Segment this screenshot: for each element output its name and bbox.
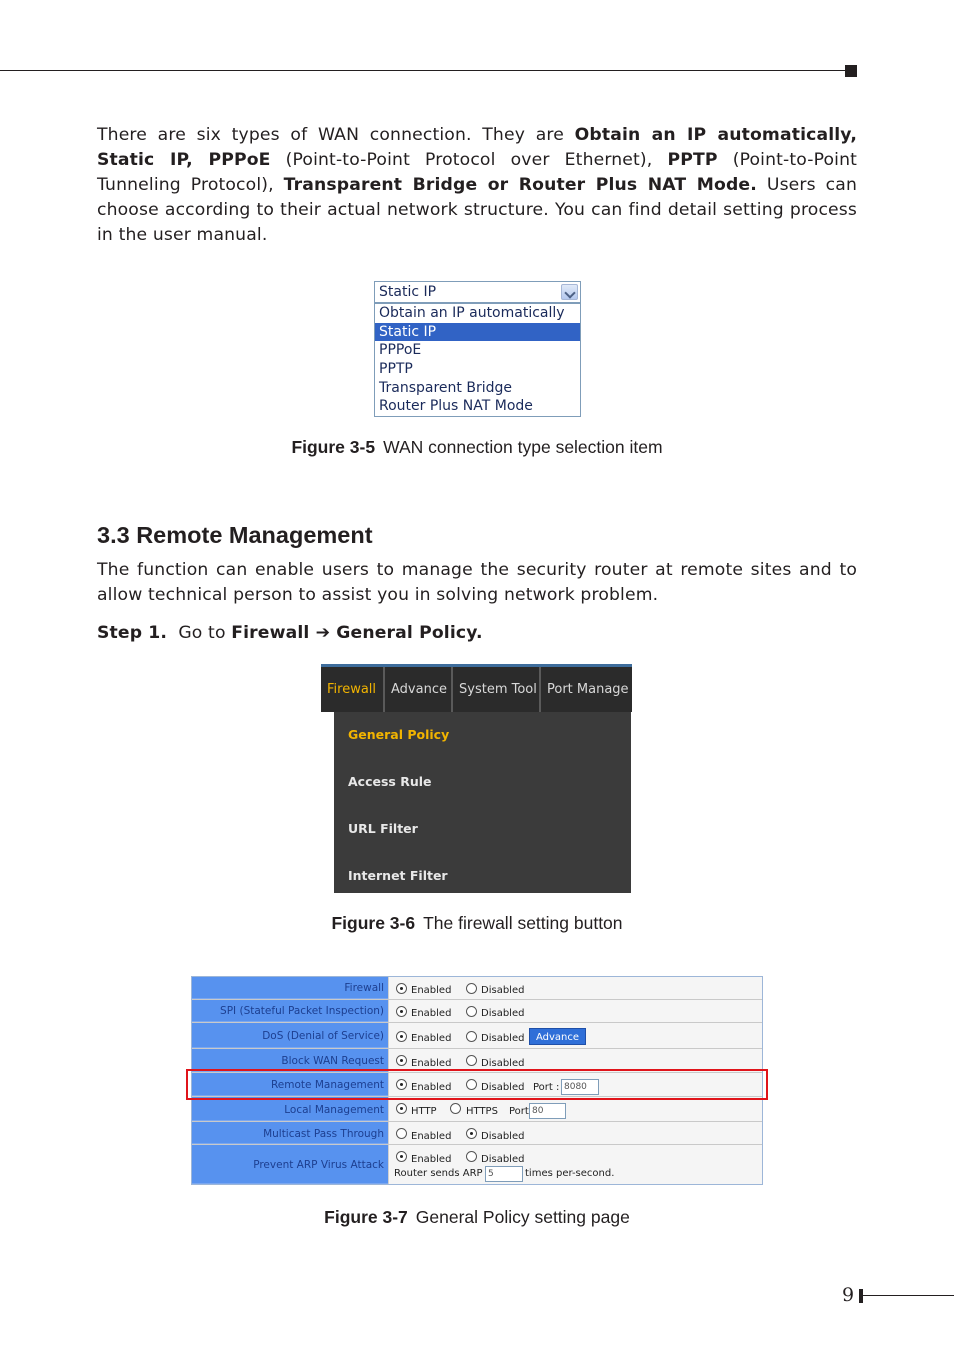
option-pppoe[interactable]: PPPoE <box>379 342 422 359</box>
multicast-enabled-label: Enabled <box>411 1131 452 1142</box>
row-local-management <box>192 1097 762 1122</box>
multicast-enabled-radio[interactable] <box>396 1128 407 1139</box>
header-rule <box>0 70 846 71</box>
dos-disabled-radio[interactable] <box>466 1031 477 1042</box>
label-remote-management: Remote Management <box>192 1073 388 1096</box>
figure-3-7-caption: Figure 3-7 General Policy setting page <box>324 1207 630 1227</box>
wan-type-select[interactable] <box>374 281 581 303</box>
row-arp <box>192 1145 762 1184</box>
block-wan-enabled-radio[interactable] <box>396 1055 407 1066</box>
remote-management-highlight <box>186 1069 768 1100</box>
spi-enabled-label: Enabled <box>411 1008 452 1019</box>
chevron-down-icon[interactable] <box>561 284 578 300</box>
label-block-wan: Block WAN Request <box>192 1049 388 1072</box>
option-pptp[interactable]: PPTP <box>379 361 413 378</box>
local-http-label: HTTP <box>411 1106 437 1117</box>
tab-port-manage[interactable]: Port Manage <box>547 682 629 697</box>
menu-access-rule[interactable]: Access Rule <box>348 774 432 789</box>
arp-rate-input[interactable]: 5 <box>485 1166 523 1182</box>
firewall-disabled-label: Disabled <box>481 985 525 996</box>
local-port-label: Port <box>509 1106 529 1117</box>
arp-disabled-radio[interactable] <box>466 1151 477 1162</box>
local-https-radio[interactable] <box>450 1103 461 1114</box>
menu-general-policy[interactable]: General Policy <box>348 727 450 742</box>
dos-disabled-label: Disabled <box>481 1033 525 1044</box>
remote-enabled-label: Enabled <box>411 1082 452 1093</box>
step-1: Step 1. Go to Firewall ➔ General Policy. <box>97 623 483 643</box>
option-static-ip[interactable]: Static IP <box>375 323 580 342</box>
multicast-disabled-radio[interactable] <box>466 1128 477 1139</box>
wan-type-selected: Static IP <box>379 284 437 300</box>
cell-multicast <box>388 1122 762 1144</box>
option-transparent-bridge[interactable]: Transparent Bridge <box>379 379 512 396</box>
cell-arp <box>388 1145 762 1184</box>
firewall-enabled-radio[interactable] <box>396 983 407 994</box>
option-obtain-ip[interactable]: Obtain an IP automatically <box>379 305 565 321</box>
top-nav-bar <box>321 664 632 712</box>
remote-port-input[interactable]: 8080 <box>561 1079 599 1095</box>
spi-enabled-radio[interactable] <box>396 1006 407 1017</box>
tab-advance[interactable]: Advance <box>385 667 453 712</box>
label-multicast: Multicast Pass Through <box>192 1122 388 1144</box>
label-firewall: Firewall <box>192 977 388 999</box>
figure-3-6-caption: Figure 3-6 The firewall setting button <box>331 913 623 933</box>
section-heading: 3.3 Remote Management <box>97 522 373 548</box>
wan-type-options <box>374 303 581 417</box>
block-wan-disabled-label: Disabled <box>481 1058 525 1069</box>
arp-prefix-label: Router sends ARP <box>394 1168 483 1179</box>
cell-spi <box>388 1000 762 1022</box>
remote-port-label: Port : <box>533 1082 560 1093</box>
cell-firewall <box>388 977 762 999</box>
firewall-enabled-label: Enabled <box>411 985 452 996</box>
remote-disabled-label: Disabled <box>481 1082 525 1093</box>
row-spi <box>192 1000 762 1023</box>
header-square <box>845 65 857 77</box>
wan-type-dropdown <box>374 281 581 417</box>
intro-paragraph: There are six types of WAN connection. They are Obtain an IP automatically, Static IP, PPPoE (Point-to-Point Protocol over Ethernet), PPTP (Point-to-Point Tunneling Protocol), Transparent Bridge or Router Plus NAT Mode. Users can choose according to their actual network structure. You can find detail setting process in the user manual. <box>97 125 858 245</box>
option-router-nat[interactable]: Router Plus NAT Mode <box>379 398 533 415</box>
label-dos: DoS (Denial of Service) <box>192 1023 388 1048</box>
spi-disabled-label: Disabled <box>481 1008 525 1019</box>
local-port-input[interactable]: 80 <box>529 1103 566 1119</box>
row-multicast <box>192 1122 762 1145</box>
dos-advance-button[interactable]: Advance <box>529 1028 586 1045</box>
page-number-rule <box>863 1295 954 1296</box>
spi-disabled-radio[interactable] <box>466 1006 477 1017</box>
arp-disabled-label: Disabled <box>481 1154 525 1165</box>
menu-url-filter[interactable]: URL Filter <box>348 821 418 836</box>
page-number-bar <box>859 1289 863 1303</box>
cell-local-management <box>388 1097 762 1121</box>
dos-enabled-label: Enabled <box>411 1033 452 1044</box>
dos-enabled-radio[interactable] <box>396 1031 407 1042</box>
row-dos <box>192 1023 762 1049</box>
local-https-label: HTTPS <box>466 1106 498 1117</box>
section-body: The function can enable users to manage the security router at remote sites and to allow technical person to assist you in solving network problem. <box>97 560 857 605</box>
multicast-disabled-label: Disabled <box>481 1131 525 1142</box>
arp-enabled-radio[interactable] <box>396 1151 407 1162</box>
tab-system-tool[interactable]: System Tool <box>453 667 541 712</box>
block-wan-enabled-label: Enabled <box>411 1058 452 1069</box>
firewall-menu-screenshot <box>320 662 638 894</box>
label-spi: SPI (Stateful Packet Inspection) <box>192 1000 388 1022</box>
figure-3-5-caption: Figure 3-5 WAN connection type selection item <box>291 437 663 457</box>
local-http-radio[interactable] <box>396 1103 407 1114</box>
arp-enabled-label: Enabled <box>411 1154 452 1165</box>
firewall-submenu <box>334 712 631 893</box>
menu-internet-filter[interactable]: Internet Filter <box>348 868 448 883</box>
label-arp: Prevent ARP Virus Attack <box>192 1145 388 1184</box>
cell-dos <box>388 1023 762 1048</box>
page-number: 9 <box>842 1284 855 1306</box>
row-firewall <box>192 977 762 1000</box>
arp-suffix-label: times per-second. <box>525 1168 615 1179</box>
firewall-disabled-radio[interactable] <box>466 983 477 994</box>
tab-firewall[interactable]: Firewall <box>321 667 385 712</box>
label-local-management: Local Management <box>192 1097 388 1121</box>
block-wan-disabled-radio[interactable] <box>466 1055 477 1066</box>
